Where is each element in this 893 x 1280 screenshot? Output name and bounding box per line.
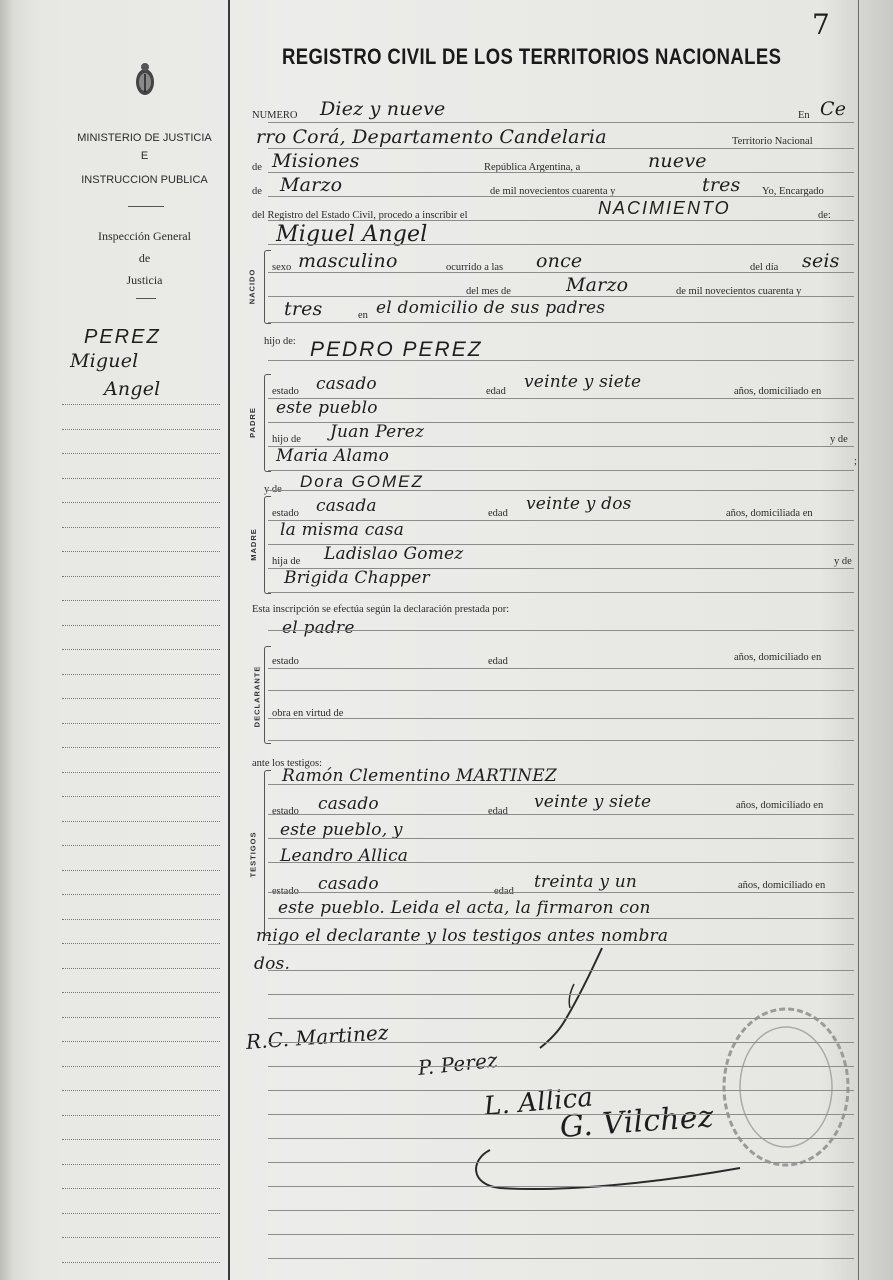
- right-margin-line: [858, 0, 859, 1280]
- label-numero: NUMERO: [252, 110, 298, 121]
- label-de-mil-2: de mil novecientos cuarenta y: [676, 286, 802, 297]
- left-ruled-line: [62, 894, 220, 895]
- ruled-line: [268, 148, 854, 149]
- entry-abuelo-pat: Juan Perez: [330, 422, 425, 442]
- left-ruled-line: [62, 968, 220, 969]
- left-ruled-line: [62, 649, 220, 650]
- ruled-line: [268, 592, 854, 593]
- entry-territorio: Misiones: [272, 150, 360, 172]
- label-t2-anos: años, domiciliado en: [738, 880, 826, 891]
- left-ruled-line: [62, 723, 220, 724]
- entry-anio-nac: tres: [284, 298, 323, 320]
- inspection-divider: [136, 298, 156, 299]
- entry-mes-nac: Marzo: [566, 274, 629, 296]
- label-del-registro: del Registro del Estado Civil, procedo a inscribir el: [252, 210, 468, 221]
- label-t2-edad: edad: [494, 886, 514, 897]
- left-ruled-line: [62, 919, 220, 920]
- side-label-declarante: DECLARANTE: [252, 665, 262, 728]
- signature-1: R.C. Martinez: [245, 1020, 390, 1054]
- ruled-line: [268, 862, 854, 863]
- entry-numero: Diez y nueve: [320, 98, 446, 120]
- label-ocurrido: ocurrido a las: [446, 262, 504, 273]
- side-label-madre: MADRE: [248, 528, 258, 561]
- label-del-mes: del mes de: [466, 286, 511, 297]
- ruled-line: [268, 568, 854, 569]
- entry-lugar-nac: el domicilio de sus padres: [376, 298, 606, 318]
- witness-signature-stroke: [530, 944, 610, 1054]
- label-yo: Yo, Encargado: [762, 186, 824, 197]
- left-ruled-line: [62, 747, 220, 748]
- left-ruled-line: [62, 478, 220, 479]
- left-ruled-line: [62, 453, 220, 454]
- entry-dia-nac: seis: [802, 250, 840, 272]
- entry-t1-dom: este pueblo, y: [280, 820, 403, 840]
- ruled-line: [268, 196, 854, 197]
- ruled-line: [268, 814, 854, 815]
- left-ruled-line: [62, 576, 220, 577]
- entry-testigo1: Ramón Clementino MARTINEZ: [282, 766, 557, 786]
- national-coat-of-arms-icon: [133, 60, 157, 100]
- entry-mes: Marzo: [280, 174, 343, 196]
- label-semicolon: ;: [854, 456, 857, 467]
- entry-madre-dom: la misma casa: [280, 520, 405, 540]
- label-de-colon: de:: [818, 210, 831, 221]
- entry-madre-nombre: Dora GOMEZ: [300, 472, 424, 491]
- label-de-1: de: [252, 162, 262, 173]
- entry-t1-estado: casado: [318, 794, 379, 814]
- signature-flourish: [470, 1140, 750, 1200]
- label-de-mil: de mil novecientos cuarenta y: [490, 186, 616, 197]
- label-padre-estado: estado: [272, 386, 299, 397]
- entry-t1-edad: veinte y siete: [534, 792, 652, 812]
- inspection-line2: de: [138, 251, 151, 265]
- entry-declarante: el padre: [282, 618, 355, 638]
- inspection-line1: Inspección General: [98, 229, 191, 243]
- left-ruled-line: [62, 1041, 220, 1042]
- label-madre-edad: edad: [488, 508, 508, 519]
- left-ruled-line: [62, 698, 220, 699]
- label-t1-edad: edad: [488, 806, 508, 817]
- ruled-line: [268, 1162, 854, 1163]
- side-label-padre: PADRE: [247, 407, 257, 438]
- brace-nacido: [264, 250, 271, 324]
- inspection-line3: Justicia: [126, 273, 163, 287]
- ruled-line: [268, 244, 854, 245]
- label-territorio: Territorio Nacional: [732, 136, 813, 147]
- label-padre-anos: años, domiciliado en: [734, 386, 822, 397]
- ruled-line: [268, 1186, 854, 1187]
- label-t2-estado: estado: [272, 886, 299, 897]
- left-ruled-line: [62, 992, 220, 993]
- ruled-line: [268, 1258, 854, 1259]
- left-ruled-line: [62, 1090, 220, 1091]
- label-t1-anos: años, domiciliado en: [736, 800, 824, 811]
- entry-padre-nombre: PEDRO PEREZ: [310, 338, 483, 361]
- label-padre-edad: edad: [486, 386, 506, 397]
- label-madre-anos: años, domiciliada en: [726, 508, 813, 519]
- ministry-line2: E: [140, 150, 149, 162]
- label-en: En: [798, 110, 810, 121]
- ruled-line: [268, 740, 854, 741]
- left-ruled-line: [62, 796, 220, 797]
- left-ruled-line: [62, 502, 220, 503]
- ruled-line: [268, 784, 854, 785]
- label-decl-edad: edad: [488, 656, 508, 667]
- ruled-line: [268, 1114, 854, 1115]
- entry-madre-estado: casada: [316, 496, 377, 516]
- entry-abuelo-mat: Ladislao Gomez: [324, 544, 464, 564]
- ruled-line: [268, 172, 854, 173]
- left-ruled-line: [62, 1188, 220, 1189]
- left-ruled-line: [62, 674, 220, 675]
- entry-testigo2: Leandro Allica: [280, 846, 409, 866]
- ruled-line: [268, 668, 854, 669]
- label-y-de-madre: y de: [264, 484, 282, 495]
- label-del-dia: del día: [750, 262, 779, 273]
- entry-padre-dom: este pueblo: [276, 398, 378, 418]
- ruled-line: [268, 470, 854, 471]
- left-ruled-line: [62, 625, 220, 626]
- official-seal-stamp: [716, 1002, 856, 1172]
- left-ruled-line: [62, 845, 220, 846]
- left-ruled-line: [62, 1139, 220, 1140]
- ruled-line: [268, 1138, 854, 1139]
- ruled-line: [268, 838, 854, 839]
- ruled-line: [268, 1018, 854, 1019]
- ruled-line: [268, 122, 854, 123]
- margin-given1: Miguel: [70, 350, 139, 372]
- margin-surname: PEREZ: [84, 326, 161, 348]
- entry-closing3: dos.: [254, 954, 291, 974]
- left-ruled-line: [62, 870, 220, 871]
- entry-abuela-pat: Maria Alamo: [276, 446, 390, 466]
- column-divider: [228, 0, 230, 1280]
- label-y-de-2: y de: [834, 556, 852, 567]
- signature-2: P. Perez: [416, 1047, 499, 1080]
- entry-closing2: migo el declarante y los testigos antes nombra: [256, 926, 669, 946]
- ruled-line: [268, 970, 854, 971]
- label-hija-de: hija de: [272, 556, 301, 567]
- entry-t2-edad: treinta y un: [534, 872, 638, 892]
- ruled-line: [268, 892, 854, 893]
- left-ruled-line: [62, 1115, 220, 1116]
- label-en-el: en: [358, 310, 368, 321]
- ruled-line: [268, 690, 854, 691]
- label-hijo-de: hijo de: [272, 434, 301, 445]
- label-de-2: de: [252, 186, 262, 197]
- left-ruled-line: [62, 1237, 220, 1238]
- ministry-line3: INSTRUCCION PUBLICA: [81, 174, 208, 186]
- ministry-divider: [128, 206, 164, 207]
- label-obra: obra en virtud de: [272, 708, 344, 719]
- side-label-nacido: NACIDO: [247, 268, 257, 305]
- left-ruled-line: [62, 1213, 220, 1214]
- signature-3: L. Allica: [482, 1082, 595, 1122]
- ruled-line: [268, 446, 854, 447]
- label-testigos: ante los testigos:: [252, 758, 322, 769]
- left-ruled-line: [62, 551, 220, 552]
- entry-sexo: masculino: [298, 250, 398, 272]
- ruled-line: [268, 220, 854, 221]
- label-t1-estado: estado: [272, 806, 299, 817]
- entry-anio: tres: [702, 174, 741, 196]
- entry-padre-estado: casado: [316, 374, 377, 394]
- entry-acto: NACIMIENTO: [598, 198, 731, 218]
- label-decl-anos: años, domiciliado en: [734, 652, 822, 663]
- entry-place: rro Corá, Departamento Candelaria: [256, 126, 607, 148]
- left-ruled-line: [62, 1066, 220, 1067]
- entry-abuela-mat: Brigida Chapper: [284, 568, 430, 588]
- ruled-line: [268, 718, 854, 719]
- page-number: 7: [812, 8, 831, 41]
- ruled-line: [268, 1210, 854, 1211]
- label-madre-estado: estado: [272, 508, 299, 519]
- ruled-line: [268, 520, 854, 521]
- signature-4: G. Vilchez: [558, 1099, 715, 1145]
- label-y-de-1: y de: [830, 434, 848, 445]
- left-ruled-line: [62, 772, 220, 773]
- entry-hora: once: [536, 250, 583, 272]
- ruled-line: [268, 398, 854, 399]
- left-ruled-line: [62, 1164, 220, 1165]
- brace-declarante: [264, 646, 271, 744]
- brace-padre: [264, 374, 271, 472]
- ruled-line: [268, 490, 854, 491]
- ruled-line: [268, 944, 854, 945]
- label-inscripcion: Esta inscripción se efectúa según la declaración prestada por:: [252, 604, 510, 615]
- ruled-line: [268, 322, 854, 323]
- label-sexo: sexo: [272, 262, 292, 273]
- ruled-line: [268, 918, 854, 919]
- registry-title: REGISTRO CIVIL DE LOS TERRITORIOS NACIONALES: [282, 44, 782, 69]
- entry-padre-edad: veinte y siete: [524, 372, 642, 392]
- ruled-line: [268, 422, 854, 423]
- ruled-line: [268, 544, 854, 545]
- ruled-line: [268, 1234, 854, 1235]
- brace-madre: [264, 496, 271, 594]
- left-ruled-line: [62, 527, 220, 528]
- entry-t2-estado: casado: [318, 874, 379, 894]
- ruled-line: [268, 272, 854, 273]
- entry-en: Ce: [820, 98, 847, 120]
- left-ruled-line: [62, 600, 220, 601]
- ruled-line: [268, 1042, 854, 1043]
- entry-dia: nueve: [648, 150, 707, 172]
- label-decl-estado: estado: [272, 656, 299, 667]
- left-ruled-line: [62, 404, 220, 405]
- ruled-line: [268, 630, 854, 631]
- left-ruled-line: [62, 429, 220, 430]
- entry-nombre: Miguel Angel: [276, 222, 428, 247]
- ministry-line1: MINISTERIO DE JUSTICIA: [77, 132, 212, 144]
- label-hijo: hijo de:: [264, 336, 296, 347]
- entry-closing1: este pueblo. Leida el acta, la firmaron con: [278, 898, 651, 918]
- entry-madre-edad: veinte y dos: [526, 494, 632, 514]
- label-republica: República Argentina, a: [484, 162, 581, 173]
- ruled-line: [268, 1090, 854, 1091]
- ruled-line: [268, 994, 854, 995]
- side-label-testigos: TESTIGOS: [248, 831, 258, 878]
- brace-testigos: [264, 770, 271, 936]
- margin-given2: Angel: [104, 378, 161, 400]
- ruled-line: [268, 1066, 854, 1067]
- ruled-line: [268, 296, 854, 297]
- left-ruled-line: [62, 1017, 220, 1018]
- ruled-line: [268, 360, 854, 361]
- left-ruled-line: [62, 1262, 220, 1263]
- left-ruled-line: [62, 943, 220, 944]
- left-ruled-line: [62, 821, 220, 822]
